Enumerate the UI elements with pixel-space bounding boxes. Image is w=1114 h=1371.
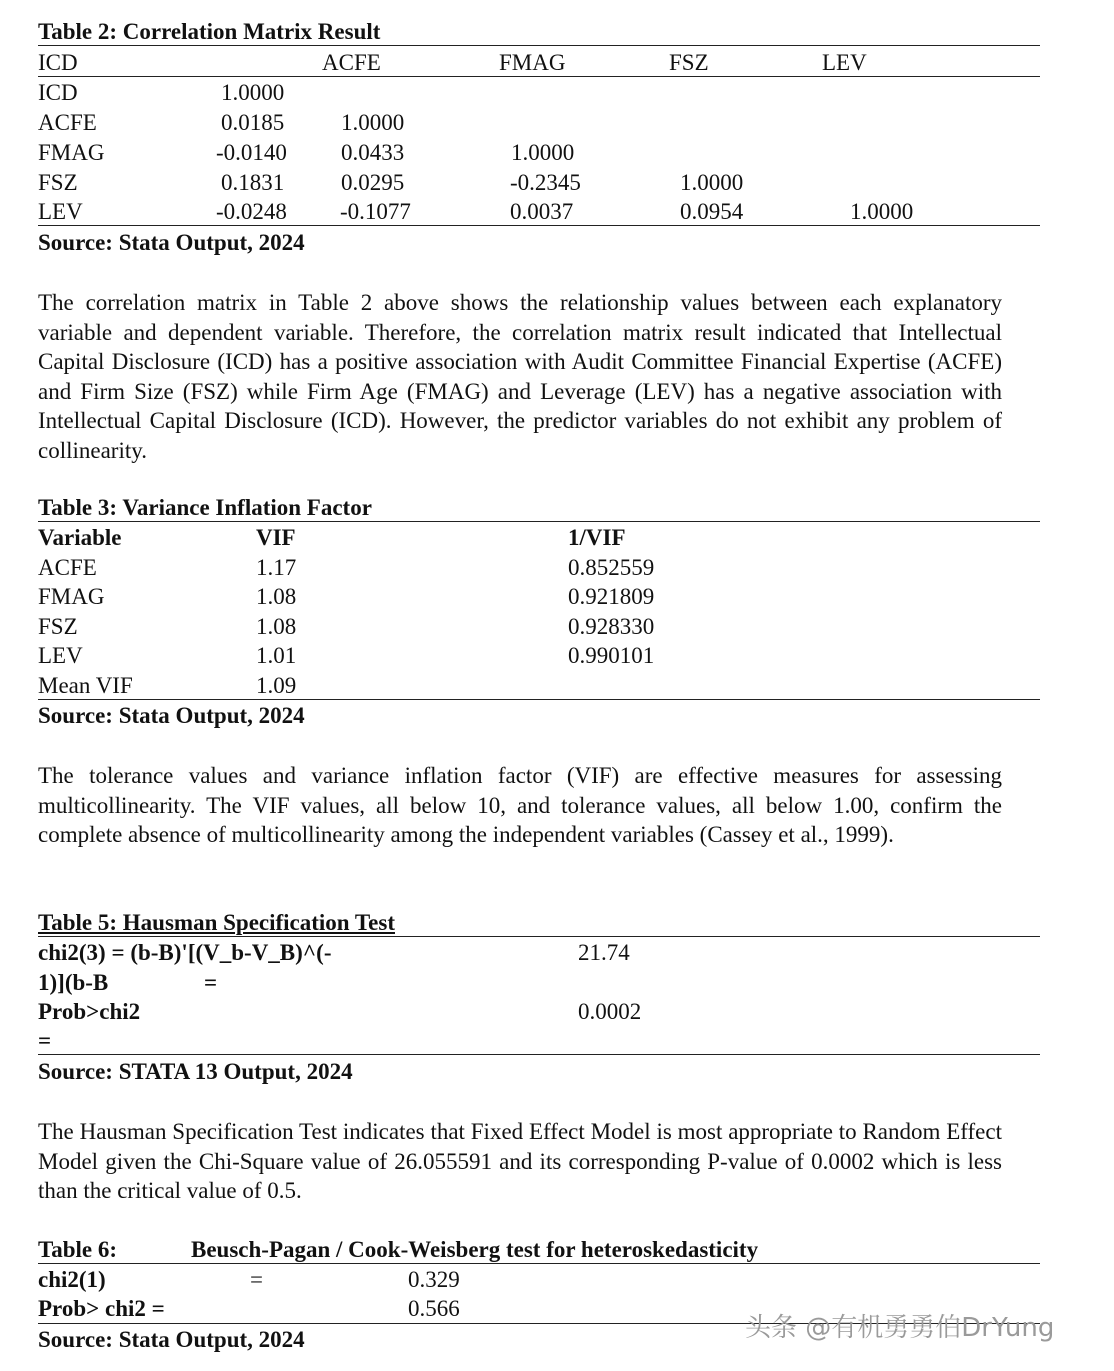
table3-cell: ACFE xyxy=(38,555,97,580)
table2-row-label: LEV xyxy=(38,199,83,224)
table2-cell: 0.1831 xyxy=(221,170,285,195)
table2-row-label: FMAG xyxy=(38,140,105,165)
paragraph-correlation: The correlation matrix in Table 2 above shows the relationship values between each explanatory variable and dependent variable. Therefore, the correlation matrix result indicated that Intellectual Capital Disclosure (ICD) has a positive association with Audit Committee Financial Expertise (ACFE) and Firm Size (FSZ) while Firm Age (FMAG) and Leverage (LEV) has a negative association with Intellectual Capital Disclosure (ICD). However, the predictor variables do not exhibit any problem of collinearity. xyxy=(38,290,1002,463)
table2-cell: 1.0000 xyxy=(511,140,575,165)
table3-top-rule xyxy=(38,521,1040,522)
table2-cell: -0.2345 xyxy=(510,170,581,195)
table3-cell: 1.09 xyxy=(256,673,297,698)
table2-row-label: ICD xyxy=(38,80,78,105)
table5-top-rule xyxy=(38,936,1040,937)
table5-prob-label: Prob>chi2 xyxy=(38,999,141,1024)
table2-source: Source: Stata Output, 2024 xyxy=(38,230,305,255)
table2-header-lev: LEV xyxy=(822,50,867,75)
table2-header-acfe: ACFE xyxy=(322,50,381,75)
table3-cell: 0.852559 xyxy=(568,555,655,580)
table2-cell: -0.0248 xyxy=(216,199,287,224)
table2-cell: 0.0037 xyxy=(510,199,574,224)
paragraph-vif: The tolerance values and variance inflation factor (VIF) are effective measures for assessing multicollinearity. The VIF values, all below 10, and tolerance values, all below 1.00, confirm the complete absence of multicollinearity among the independent variables (Cassey et al., 1999). xyxy=(38,763,1002,847)
table2-cell: 1.0000 xyxy=(341,110,405,135)
table3-cell: 0.921809 xyxy=(568,584,655,609)
paragraph-hausman: The Hausman Specification Test indicates that Fixed Effect Model is most appropriate to Random Effect Model given the Chi-Square value of 26.055591 and its corresponding P-value of 0.0002 which is less than the critical value of 0.5. xyxy=(38,1119,1002,1203)
table6-prob-label: Prob> chi2 = xyxy=(38,1296,165,1321)
table2-row-label: FSZ xyxy=(38,170,78,195)
table3-cell: FMAG xyxy=(38,584,105,609)
table6-prob-value: 0.566 xyxy=(408,1296,460,1321)
table5-title: Table 5: Hausman Specification Test xyxy=(38,910,395,935)
table6-title-label: Table 6: xyxy=(38,1237,118,1262)
table2-cell: 0.0185 xyxy=(221,110,285,135)
table5-prob-value: 0.0002 xyxy=(578,999,642,1024)
table2-cell: 0.0954 xyxy=(680,199,744,224)
table3-cell: FSZ xyxy=(38,614,78,639)
table3-cell: 1.08 xyxy=(256,584,297,609)
table3-header-vif: VIF xyxy=(256,525,296,550)
table6-chi2-label: chi2(1) xyxy=(38,1267,106,1292)
table2-cell: 0.0433 xyxy=(341,140,405,165)
table2-bottom-rule xyxy=(38,225,1040,226)
table2-row-label: ACFE xyxy=(38,110,97,135)
table3-cell: 1.01 xyxy=(256,643,297,668)
table5-bottom-rule xyxy=(38,1054,1040,1055)
table5-chi2-label-cont: 1)](b-B xyxy=(38,970,109,995)
table2-cell: 1.0000 xyxy=(680,170,744,195)
table2-header-rule xyxy=(38,76,1040,77)
watermark-text: 头条 @有机勇勇伯DrYung xyxy=(745,1313,1055,1343)
table3-cell: 0.990101 xyxy=(568,643,655,668)
table5-source: Source: STATA 13 Output, 2024 xyxy=(38,1059,353,1084)
table2-header-fsz: FSZ xyxy=(669,50,709,75)
table2-cell: -0.1077 xyxy=(340,199,411,224)
table3-cell: 0.928330 xyxy=(568,614,655,639)
table6-source: Source: Stata Output, 2024 xyxy=(38,1327,305,1352)
table3-bottom-rule xyxy=(38,699,1040,700)
table6-top-rule xyxy=(38,1263,1040,1264)
table5-chi2-label: chi2(3) = (b-B)'[(V_b-V_B)^(- xyxy=(38,940,332,965)
table3-source: Source: Stata Output, 2024 xyxy=(38,703,305,728)
table3-cell: 1.08 xyxy=(256,614,297,639)
table3-header-variable: Variable xyxy=(38,525,122,550)
table2-header-icd: ICD xyxy=(38,50,78,75)
table2-cell: 1.0000 xyxy=(221,80,285,105)
table3-cell: Mean VIF xyxy=(38,673,133,698)
table2-cell: 0.0295 xyxy=(341,170,405,195)
table3-cell: 1.17 xyxy=(256,555,297,580)
table2-top-rule xyxy=(38,45,1040,46)
table2-cell: -0.0140 xyxy=(216,140,287,165)
table5-chi2-value: 21.74 xyxy=(578,940,630,965)
table6-chi2-value: 0.329 xyxy=(408,1267,460,1292)
table6-title-text: Beusch-Pagan / Cook-Weisberg test for heteroskedasticity xyxy=(191,1237,759,1262)
table5-chi2-equals: = xyxy=(204,970,218,995)
table2-cell: 1.0000 xyxy=(850,199,914,224)
table3-cell: LEV xyxy=(38,643,83,668)
table5-prob-equals: = xyxy=(38,1028,52,1053)
table3-header-inv-vif: 1/VIF xyxy=(568,525,626,550)
table2-header-fmag: FMAG xyxy=(499,50,566,75)
table6-chi2-equals: = xyxy=(250,1267,263,1292)
table3-title: Table 3: Variance Inflation Factor xyxy=(38,495,372,520)
table2-title: Table 2: Correlation Matrix Result xyxy=(38,19,381,44)
